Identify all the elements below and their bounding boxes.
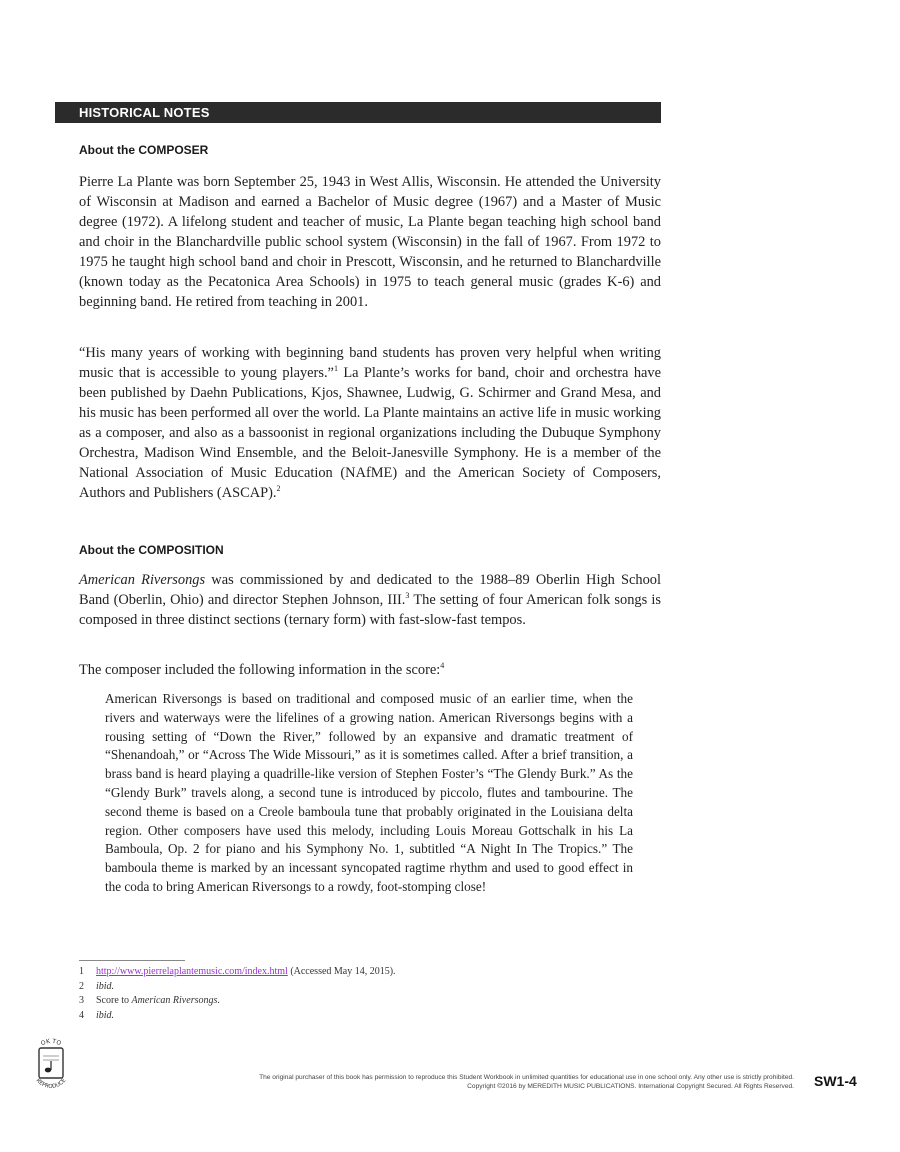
- score-intro-paragraph: The composer included the following information in the score:$^4$: [79, 661, 445, 678]
- page-number: SW1-4: [814, 1073, 857, 1089]
- composition-title: American Riversongs: [79, 572, 206, 588]
- footer-copyright-line: Copyright ©2016 by MEREDITH MUSIC PUBLICATIONS. International Copyright Secured. All Rights Reserved.: [467, 1083, 794, 1090]
- footnote-ref-4: 4: [440, 661, 445, 671]
- svg-text:REPRODUCE: [35, 1077, 68, 1090]
- footnote-3: 3 Score to American Riversongs.: [79, 995, 220, 1006]
- footnote-4: 4 ibid.: [79, 1009, 115, 1021]
- icon-text-bottom: REPRODUCE: [34, 1077, 68, 1091]
- composer-heading-keyword: COMPOSER: [138, 143, 209, 157]
- composition-heading: About the COMPOSITION: [79, 543, 224, 557]
- footer-copyright: [259, 1073, 794, 1091]
- icon-text-top: OK TO: [39, 1037, 63, 1048]
- composition-paragraph: American Riversongs was commissioned by and dedicated to the 1988–89 Oberlin High School Band (Oberlin, Ohio) and director Stephen Johnson, III.$^3$ The setting of four American folk songs is composed in three distinct sections (ternary form) with fast-slow-fast tempos.: [79, 572, 662, 628]
- composer-heading: About the COMPOSER: [79, 143, 209, 157]
- section-header-bar: [55, 102, 661, 123]
- composer-bio-paragraph: Pierre La Plante was born September 25, 1943 in West Allis, Wisconsin. He attended the University of Wisconsin at Madison and earned a Bachelor of Music degree (1967) and a Master of Music degree (1972). A lifelong student and teacher of music, La Plante began teaching high school band and choir in the Blanchardville public school system (Wisconsin) in the fall of 1967. From 1972 to 1975 he taught high school band and choir in Prescott, Wisconsin, and he returned to Blanchardville (known today as the Pecatonica Area Schools) in 1975 to teach general music (grades K-6) and beginning band. He retired from teaching in 2001.: [79, 174, 661, 310]
- footnote-divider: [79, 960, 185, 961]
- composition-heading-keyword: COMPOSITION: [138, 543, 224, 557]
- score-block-quote: American Riversongs is based on traditional and composed music of an earlier time, when the rivers and waterways were the lifelines of a growing nation. American Riversongs begins with a rousing setting of “Down the River,” followed by an expansive and dramatic treatment of “Shenandoah,” or “Across The Wide Missouri,” as it is sometimes called. After a brief transition, a brass band is heard playing a quadrille-like version of Stephen Foster’s “The Glendy Burk.” As the “Glendy Burk” travels along, a second tune is introduced by piccolo, flutes and tambourine. The second theme is based on a Creole bamboula tune that probably originated in the Louisiana delta region. Other composers have used this melody, including Louis Moreau Gottschalk in his La Bamboula, Op. 2 for piano and his Symphony No. 1, subtitled “A Night In The Tropics.” The bamboula theme is marked by an incessant syncopated ragtime rhythm and used to good effect in the coda to bring American Riversongs to a rowdy, foot-stomping close!: [105, 691, 633, 894]
- footnote-ref-1: 1: [333, 364, 338, 374]
- footnotes: [79, 965, 396, 1023]
- footnote-link[interactable]: http://www.pierrelaplantemusic.com/index.html: [96, 966, 288, 977]
- ok-to-reproduce-icon: [28, 1036, 74, 1094]
- composer-quote-paragraph: “His many years of working with beginning band students has proven very helpful when writing music that is accessible to young players.”$^1$ La Plante’s works for band, choir and orchestra have been published by Daehn Publications, Kjos, Shawnee, Ludwig, G. Schirmer and Grand Mesa, and his music has been performed all over the world. La Plante maintains an active life in music working as a composer, and also as a bassoonist in regional organizations including the Dubuque Symphony Orchestra, Madison Wind Ensemble, and the Beloit-Janesville Symphony. He is a member of the National Association of Music Education (NAfME) and the American Society of Composers, Authors and Publishers (ASCAP).$^2$: [79, 345, 661, 501]
- footnote-1: 1 http://www.pierrelaplantemusic.com/index.html (Accessed May 14, 2015).: [79, 966, 396, 977]
- footnote-ref-3: 3: [405, 591, 410, 601]
- svg-text:OK TO: [40, 1038, 63, 1048]
- footnote-ref-2: 2: [276, 484, 281, 494]
- footer-permission-line: The original purchaser of this book has permission to reproduce this Student Workbook in unlimited quantities for educational use in one school only. Any other use is strictly prohibited.: [259, 1074, 794, 1081]
- footnote-2: 2 ibid.: [79, 980, 115, 992]
- section-title: HISTORICAL NOTES: [79, 105, 210, 120]
